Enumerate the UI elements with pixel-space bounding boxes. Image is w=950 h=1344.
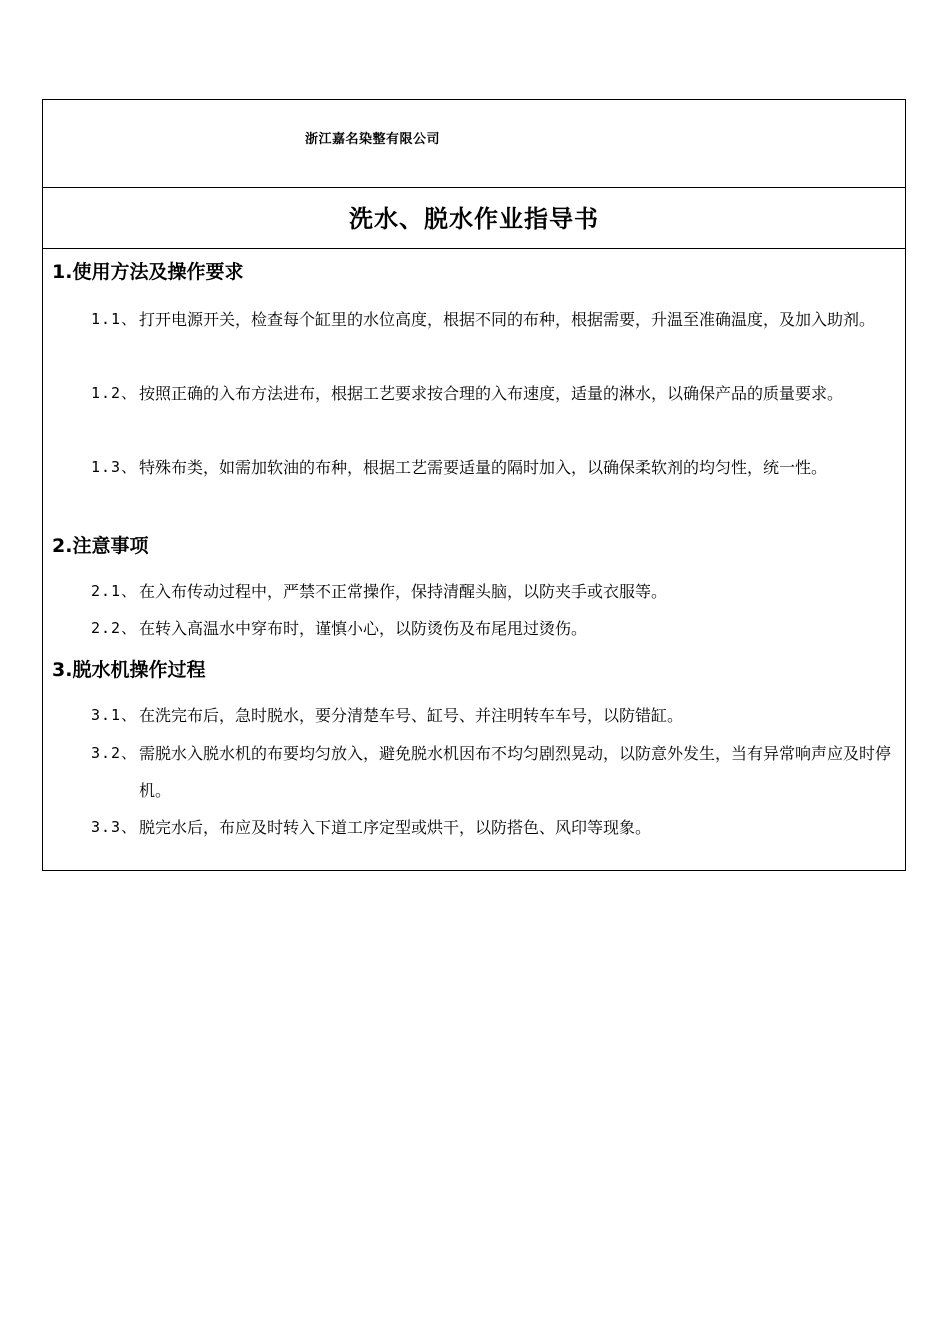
list-item	[91, 375, 905, 412]
item-number: 3.1、	[91, 706, 138, 724]
item-number: 1.3、	[91, 458, 138, 476]
list-item	[91, 301, 905, 338]
item-text: 打开电源开关，检查每个缸里的水位高度，根据不同的布种，根据需要，升温至准确温度，及加入助剂。	[139, 310, 876, 329]
company-name: 浙江嘉名染整有限公司	[305, 132, 441, 147]
list-item	[91, 809, 905, 846]
list-item	[91, 449, 905, 486]
title-row	[43, 188, 905, 249]
item-number: 3.3、	[91, 818, 138, 836]
company-header-row	[43, 100, 905, 188]
section-heading-precautions: 2.注意事项	[52, 535, 149, 557]
item-number: 2.1、	[91, 582, 138, 600]
section-heading-dehydrator: 3.脱水机操作过程	[52, 659, 206, 681]
item-text: 在洗完布后，急时脱水，要分清楚车号、缸号、并注明转车车号，以防错缸。	[139, 706, 684, 725]
item-number: 2.2、	[91, 619, 138, 637]
item-text: 脱完水后，布应及时转入下道工序定型或烘干，以防搭色、风印等现象。	[139, 818, 652, 837]
item-text: 在入布传动过程中，严禁不正常操作，保持清醒头脑，以防夹手或衣服等。	[139, 582, 668, 601]
item-number: 1.1、	[91, 310, 138, 328]
item-text: 按照正确的入布方法进布，根据工艺要求按合理的入布速度，适量的淋水，以确保产品的质量要求。	[139, 384, 844, 403]
list-item	[91, 735, 905, 809]
item-text: 需脱水入脱水机的布要均匀放入，避免脱水机因布不均匀剧烈晃动，以防意外发生，当有异常响声应及时停机。	[139, 744, 892, 800]
list-item	[91, 610, 905, 647]
item-text: 特殊布类，如需加软油的布种，根据工艺需要适量的隔时加入，以确保柔软剂的均匀性，统一性。	[139, 458, 828, 477]
item-number: 1.2、	[91, 384, 138, 402]
item-text: 在转入高温水中穿布时，谨慎小心，以防烫伤及布尾甩过烫伤。	[139, 619, 588, 638]
document-frame	[42, 99, 906, 871]
item-number: 3.2、	[91, 744, 138, 762]
list-item	[91, 573, 905, 610]
document-title: 洗水、脱水作业指导书	[349, 205, 599, 233]
section-heading-usage: 1.使用方法及操作要求	[52, 261, 244, 283]
list-item	[91, 697, 905, 734]
